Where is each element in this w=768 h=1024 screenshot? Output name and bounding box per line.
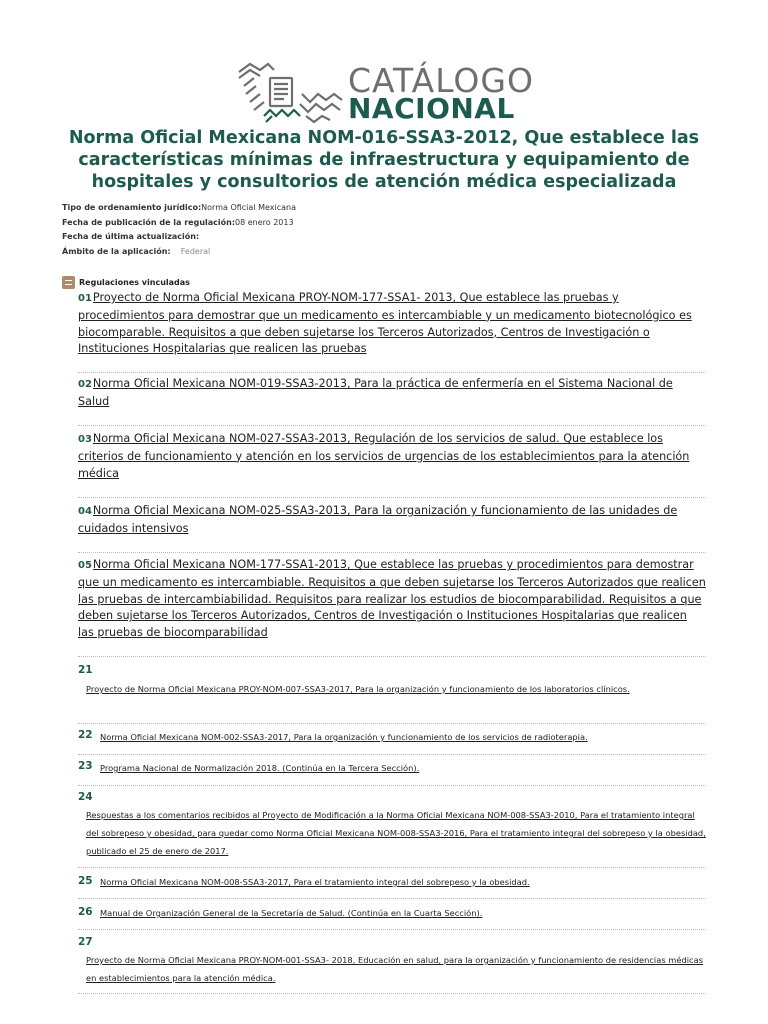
section-item-link[interactable]: Norma Oficial Mexicana NOM-008-SSA3-2017, Para el tratamiento integral del sobrepeso y la obesidad.	[100, 877, 530, 887]
section-item[interactable]	[100, 728, 706, 746]
related-item[interactable]	[78, 557, 706, 642]
related-item-number: 04	[78, 506, 92, 517]
related-item-link[interactable]: Proyecto de Norma Oficial Mexicana PROY-NOM-177-SSA1- 2013, Que establece las pruebas y procedimientos para demostrar que un medicamento es intercambiable y un medicamento biotecnológico es biocomparable. Requisitos a que deben sujetarse los Terceros Autorizados, Centros de Investigación o Instituciones Hospitalarias que realicen las pruebas	[78, 291, 692, 356]
divider	[78, 993, 706, 994]
divider	[78, 754, 706, 755]
meta-fecha-publicacion-label: Fecha de publicación de la regulación:	[62, 217, 236, 227]
section-item-number: 25	[78, 875, 93, 887]
divider	[78, 867, 706, 868]
related-item-link[interactable]: Norma Oficial Mexicana NOM-025-SSA3-2013, Para la organización y funcionamiento de las unidades de cuidados intensivos	[78, 504, 678, 535]
meta-tipo-label: Tipo de ordenamiento jurídico:	[62, 203, 202, 212]
meta-tipo	[62, 201, 296, 216]
logo-mark-icon	[236, 60, 346, 124]
catalogo-nacional-logo	[236, 60, 536, 126]
divider	[78, 552, 706, 553]
section-item-link[interactable]: Proyecto de Norma Oficial Mexicana PROY-NOM-007-SSA3-2017, Para la organización y funcionamiento de los laboratorios clínicos.	[86, 684, 630, 694]
section-item-number: 23	[78, 760, 93, 772]
section-item-link[interactable]: Programa Nacional de Normalización 2018. (Continúa en la Tercera Sección).	[100, 763, 420, 773]
related-item[interactable]	[78, 431, 706, 482]
meta-ambito-label: Ámbito de la aplicación:	[62, 246, 171, 256]
meta-ambito-value: Federal	[180, 246, 211, 256]
related-regulations-heading	[62, 276, 190, 289]
section-item[interactable]	[100, 873, 706, 891]
related-item-number: 03	[78, 434, 92, 445]
regulation-metadata	[62, 201, 296, 259]
related-item-link[interactable]: Norma Oficial Mexicana NOM-177-SSA1-2013, Que establece las pruebas y procedimientos para demostrar que un medicamento es intercambiable. Requisitos a que deben sujetarse los Terceros Autorizados que realicen las pruebas de intercambiabilidad. Requisitos para realizar los estudios de biocomparabilidad. Requisitos a que deben sujetarse los Terceros Autorizados, Centros de Investigación o Instituciones Hospitalarias que realicen las pruebas de biocomparabilidad	[78, 558, 706, 640]
divider	[78, 723, 706, 724]
divider	[78, 898, 706, 899]
list-icon	[62, 276, 75, 289]
meta-fecha-actualizacion-label: Fecha de última actualización:	[62, 232, 200, 241]
section-item-link[interactable]: Norma Oficial Mexicana NOM-002-SSA3-2017, Para la organización y funcionamiento de los servicios de radioterapia.	[100, 732, 588, 742]
section-item[interactable]	[86, 680, 706, 698]
page-title: Norma Oficial Mexicana NOM-016-SSA3-2012, Que establece las características mínimas de infraestructura y equipamiento de hospitales y consultorios de atención médica especializada	[68, 128, 700, 192]
section-item[interactable]	[86, 806, 706, 860]
related-regulations-label: Regulaciones vinculadas	[79, 278, 190, 287]
related-item-number: 05	[78, 560, 92, 571]
section-item-link[interactable]: Respuestas a los comentarios recibidos al Proyecto de Modificación a la Norma Oficial Mexicana NOM-008-SSA3-2010, Para el tratamiento integral del sobrepeso y obesidad, para quedar como Norma Oficial Mexicana NOM-008-SSA3-2016, Para el tratamiento integral del sobrepeso y la obesidad, publicado el 25 de enero de 2017.	[86, 810, 706, 856]
meta-fecha-actualizacion	[62, 230, 296, 245]
section-item-link[interactable]: Proyecto de Norma Oficial Mexicana PROY-NOM-001-SSA3- 2018, Educación en salud, para la organización y funcionamiento de residencias médicas en establecimientos para la atención médica.	[86, 955, 704, 983]
meta-fecha-publicacion	[62, 216, 296, 231]
meta-fecha-publicacion-value: 08 enero 2013	[235, 217, 294, 227]
meta-ambito	[62, 245, 296, 260]
section-item-number: 24	[78, 791, 93, 803]
meta-tipo-value: Norma Oficial Mexicana	[201, 203, 296, 212]
logo-text-catalogo: CATÁLOGO	[348, 61, 534, 100]
logo-text-nacional: NACIONAL	[348, 92, 515, 125]
section-item[interactable]	[100, 904, 706, 922]
section-item[interactable]	[86, 951, 706, 987]
divider	[78, 372, 706, 373]
related-item[interactable]	[78, 290, 706, 358]
divider	[78, 425, 706, 426]
section-item-number: 21	[78, 664, 93, 676]
divider	[78, 929, 706, 930]
related-item-number: 01	[78, 293, 92, 304]
divider	[78, 656, 706, 657]
section-item-number: 22	[78, 729, 93, 741]
related-item-number: 02	[78, 379, 92, 390]
section-item-number: 26	[78, 906, 93, 918]
related-item-link[interactable]: Norma Oficial Mexicana NOM-019-SSA3-2013, Para la práctica de enfermería en el Sistema Nacional de Salud	[78, 377, 673, 408]
related-item[interactable]	[78, 376, 706, 411]
section-item[interactable]	[100, 759, 706, 777]
related-item[interactable]	[78, 503, 706, 538]
divider	[78, 497, 706, 498]
section-item-number: 27	[78, 936, 93, 948]
related-item-link[interactable]: Norma Oficial Mexicana NOM-027-SSA3-2013, Regulación de los servicios de salud. Que establece los criterios de funcionamiento y atención en los servicios de urgencias de los establecimientos para la atención médica	[78, 432, 690, 480]
section-item-link[interactable]: Manual de Organización General de la Secretaría de Salud. (Continúa en la Cuarta Sección).	[100, 908, 483, 918]
divider	[78, 785, 706, 786]
